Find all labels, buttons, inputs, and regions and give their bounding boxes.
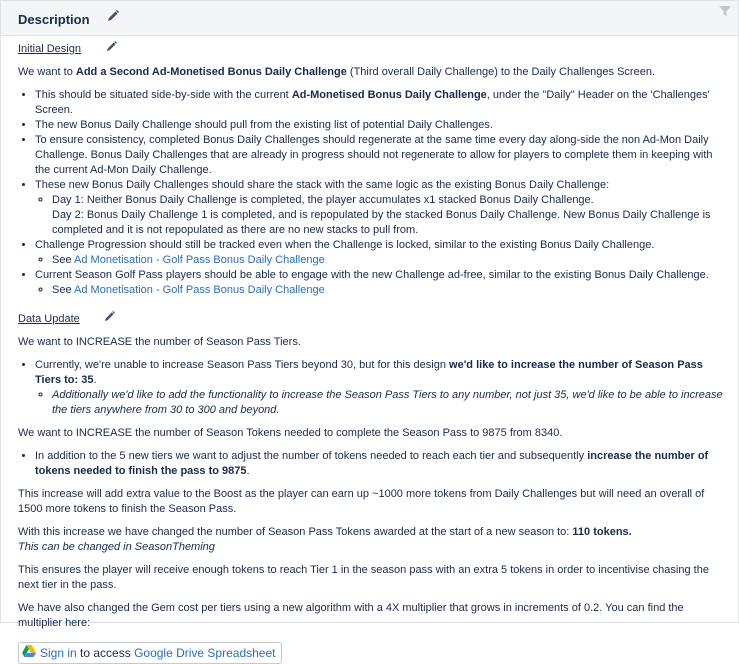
list-item: • This should be situated side-by-side with the current Ad-Monetised Bonus Daily Challenge, under the "Daily" Header on the 'Challenges' Screen. <box>35 88 724 118</box>
list-item: • In addition to the 5 new tiers we want to adjust the number of tokens needed to reach each tier and subsequently increase the number of tokens needed to finish the pass to 9875. <box>35 449 724 479</box>
initial-design-list <box>18 88 724 298</box>
edit-pencil-icon[interactable] <box>104 311 115 327</box>
initial-design-intro: We want to Add a Second Ad-Monetised Bonus Daily Challenge (Third overall Daily Challenge) to the Daily Challenges Screen. <box>18 66 656 78</box>
data-update-p3: This increase will add extra value to the Boost as the player can earn up ~1000 more tokens from Daily Challenges but will need an overall of 1500 more tokens to finish the Season Pass. <box>18 488 705 515</box>
data-update-heading: Data Update <box>18 313 80 325</box>
data-update-p5: This ensures the player will receive enough tokens to reach Tier 1 in the season pass with an extra 5 tokens in order to incentivise chasing the next tier in the pass. <box>18 564 709 591</box>
data-update-p4: With this increase we have changed the number of Season Pass Tokens awarded at the start of a new season to: 110 tokens. This can be changed in SeasonTheming <box>18 526 632 553</box>
tokens-list <box>18 449 724 479</box>
list-item: • Challenge Progression should still be tracked even when the Challenge is locked, similar to the existing Bonus Daily Challenge. ◦ See Ad Monetisation - Golf Pass Bonus Daily Challenge <box>35 238 724 268</box>
list-item: • The new Bonus Daily Challenge should pull from the existing list of potential Daily Challenges. <box>35 118 724 133</box>
golf-pass-bonus-link[interactable]: Ad Monetisation - Golf Pass Bonus Daily Challenge <box>74 284 325 296</box>
google-drive-spreadsheet-link[interactable]: Google Drive Spreadsheet <box>134 645 276 660</box>
list-item: • To ensure consistency, completed Bonus Daily Challenges should regenerate at the same time every day along-side the non Ad-Mon Daily Challenge. Bonus Daily Challenges that are already in progress should not regenerate to allow for players to complete them in keeping with the current Ad-Mon Daily Challenge. <box>35 133 724 178</box>
sub-list-item: ◦ See Ad Monetisation - Golf Pass Bonus Daily Challenge <box>52 283 724 298</box>
sign-in-link[interactable]: Sign in <box>40 645 77 660</box>
list-item: • These new Bonus Daily Challenges should share the stack with the same logic as the existing Bonus Daily Challenge: ◦ Day 1: Neither Bonus Daily Challenge is completed, the player accumulates x1 stacked Bonus Daily Challenge. Day 2: Bonus Daily Challenge 1 is completed, and is repopulated by the stacked Bonus Daily Challenge. New Bonus Daily Challenge is completed and it is not repopulated as there are no new stacks to pull from. <box>35 178 724 238</box>
section-heading-data-update <box>18 312 80 327</box>
filter-icon[interactable] <box>718 5 732 20</box>
google-drive-icon <box>22 645 36 661</box>
data-update-p2: We want to INCREASE the number of Season Tokens needed to complete the Season Pass to 9875 from 8340. <box>18 427 563 439</box>
sub-list-item: ◦ Additionally we'd like to add the functionality to increase the Season Pass Tiers to any number, not just 35, we'd like to be able to increase the tiers anywhere from 30 to 300 and beyond. <box>52 388 724 418</box>
data-update-p6: We have also changed the Gem cost per tiers using a new algorithm with a 4X multiplier that grows in increments of 0.2. You can find the multiplier here: <box>18 602 684 629</box>
panel-title: Description <box>18 12 90 27</box>
edit-pencil-icon[interactable] <box>107 10 119 25</box>
google-drive-signin-button[interactable] <box>18 642 282 664</box>
list-item: • Current Season Golf Pass players should be able to engage with the new Challenge ad-free, similar to the existing Bonus Daily Challenge. ◦ See Ad Monetisation - Golf Pass Bonus Daily Challenge <box>35 268 724 298</box>
panel-header <box>1 1 738 36</box>
list-item: • Currently, we're unable to increase Season Pass Tiers beyond 30, but for this design we'd like to increase the number of Season Pass Tiers to: 35. ◦ Additionally we'd like to add the functionality to increase the Season Pass Tiers to any number, not just 35, we'd like to be able to increase the tiers anywhere from 30 to 300 and beyond. <box>35 358 724 418</box>
initial-design-heading: Initial Design <box>18 43 81 55</box>
tiers-list <box>18 358 724 418</box>
golf-pass-bonus-link[interactable]: Ad Monetisation - Golf Pass Bonus Daily Challenge <box>74 254 325 266</box>
section-heading-initial-design <box>18 42 81 57</box>
edit-pencil-icon[interactable] <box>106 41 117 57</box>
btn-mid-text: to access <box>76 645 135 660</box>
sub-list-item: ◦ Day 1: Neither Bonus Daily Challenge is completed, the player accumulates x1 stacked Bonus Daily Challenge. Day 2: Bonus Daily Challenge 1 is completed, and is repopulated by the stacked Bonus Daily Challenge. New Bonus Daily Challenge is completed and it is not repopulated as there are no new stacks to pull from. <box>52 193 724 238</box>
sub-list-item: ◦ See Ad Monetisation - Golf Pass Bonus Daily Challenge <box>52 253 724 268</box>
description-content <box>18 39 724 664</box>
data-update-p1: We want to INCREASE the number of Season Pass Tiers. <box>18 336 301 348</box>
